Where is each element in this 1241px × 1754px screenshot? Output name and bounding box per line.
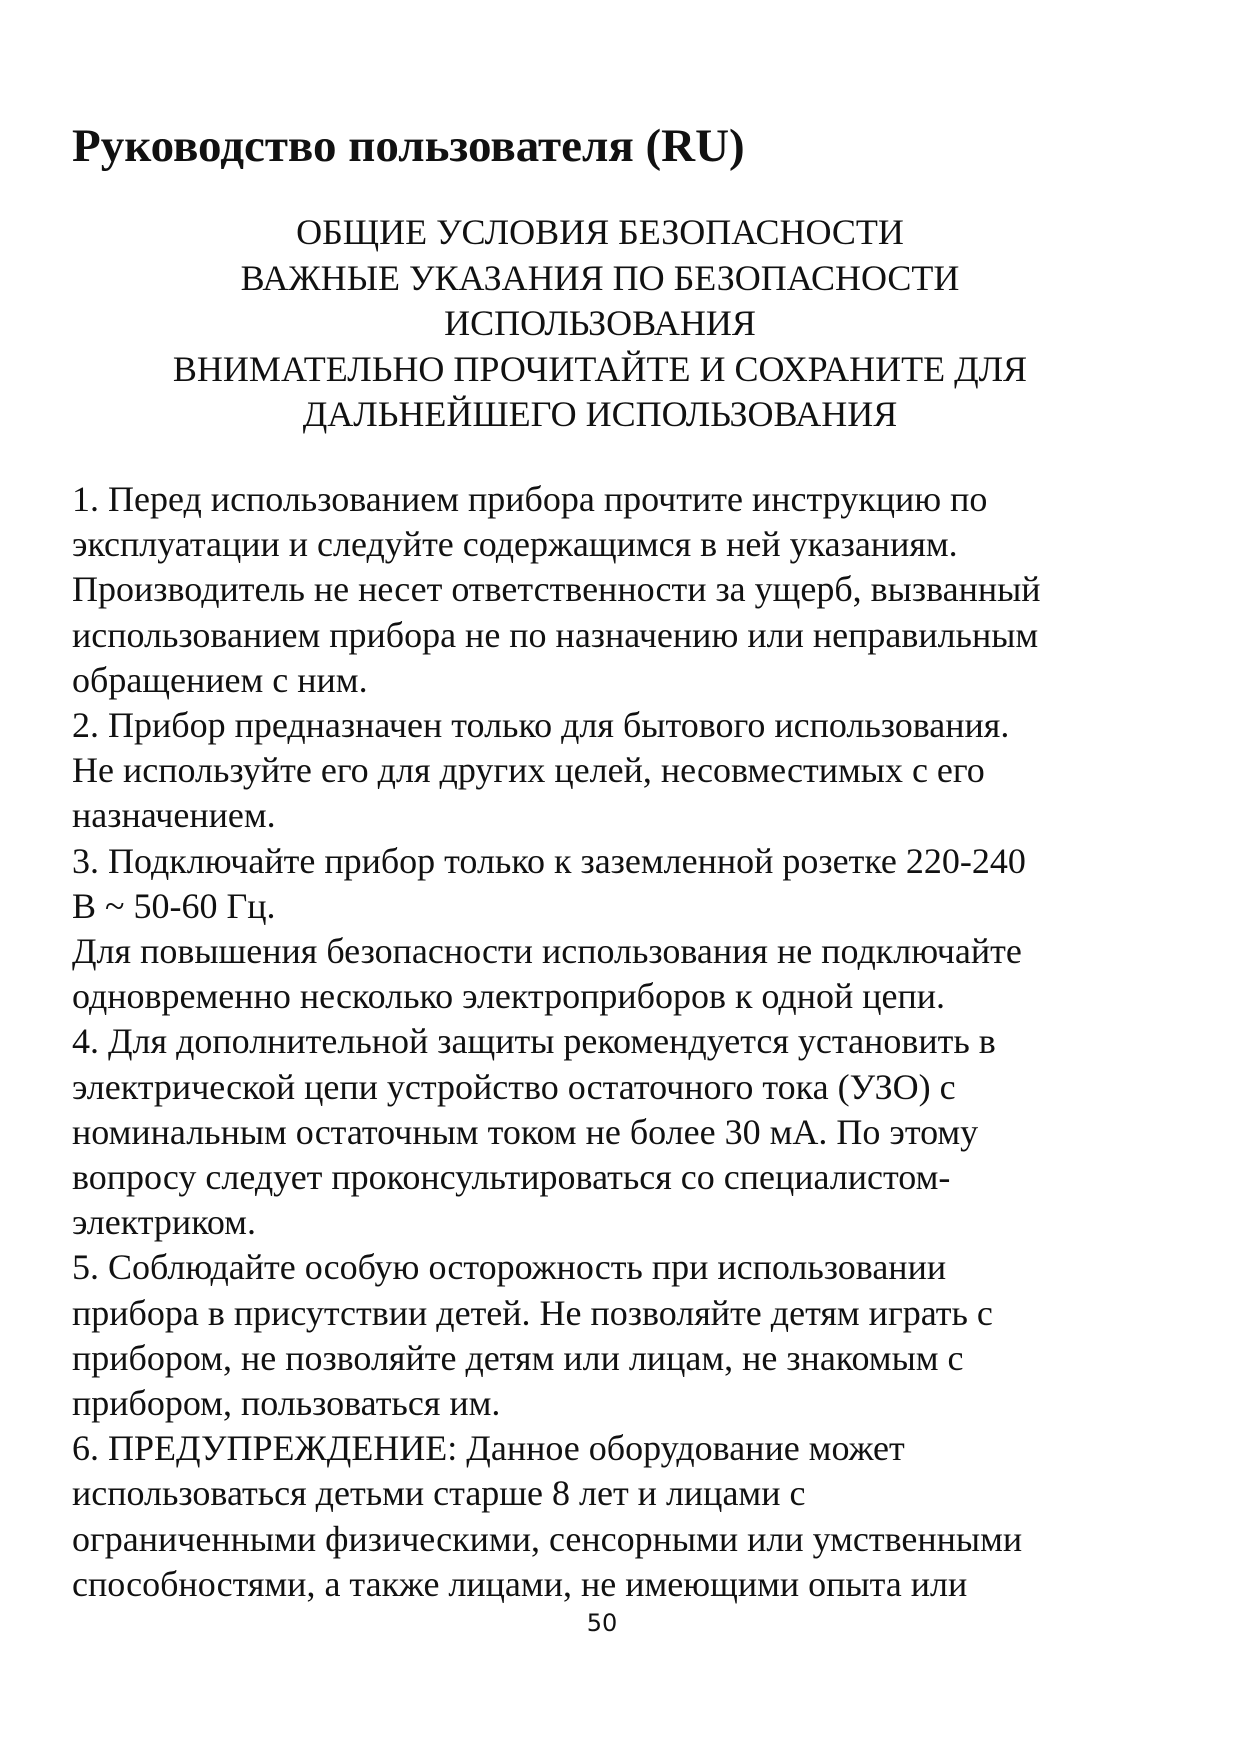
instruction-line: способностями, а также лицами, не имеющими опыта или bbox=[72, 1563, 968, 1604]
page-number: 50 bbox=[586, 1609, 618, 1637]
safety-header-line: ИСПОЛЬЗОВАНИЯ bbox=[444, 303, 756, 343]
instruction-line: электрической цепи устройство остаточного тока (УЗО) с bbox=[72, 1066, 956, 1107]
instruction-line: Для повышения безопасности использования не подключайте bbox=[72, 931, 1022, 972]
instruction-line: электриком. bbox=[72, 1202, 256, 1243]
instruction-line: 6. ПРЕДУПРЕЖДЕНИЕ: Данное оборудование может bbox=[72, 1428, 905, 1469]
instruction-line: ограниченными физическими, сенсорными или умственными bbox=[72, 1518, 1023, 1559]
safety-header-line: ОБЩИЕ УСЛОВИЯ БЕЗОПАСНОСТИ bbox=[296, 212, 904, 252]
safety-instructions bbox=[72, 477, 1182, 1607]
instruction-line: 1. Перед использованием прибора прочтите инструкцию по bbox=[72, 479, 988, 519]
safety-header-line: ВНИМАТЕЛЬНО ПРОЧИТАЙТЕ И СОХРАНИТЕ ДЛЯ bbox=[172, 348, 1028, 389]
instruction-line: использованием прибора не по назначению или неправильным bbox=[72, 614, 1039, 655]
instruction-line: 4. Для дополнительной защиты рекомендуется установить в bbox=[72, 1021, 996, 1062]
instruction-line: одновременно несколько электроприборов к одной цепи. bbox=[72, 976, 946, 1017]
instruction-line: Производитель не несет ответственности за ущерб, вызванный bbox=[72, 569, 1041, 610]
instruction-line: прибора в присутствии детей. Не позволяйте детям играть с bbox=[72, 1292, 993, 1333]
instruction-line: 5. Соблюдайте особую осторожность при использовании bbox=[72, 1247, 947, 1288]
instruction-line: прибором, не позволяйте детям или лицам, не знакомым с bbox=[72, 1337, 964, 1378]
instruction-line: номинальным остаточным током не более 30 мА. По этому bbox=[72, 1111, 979, 1152]
instruction-line: 2. Прибор предназначен только для бытового использования. bbox=[72, 705, 1010, 746]
safety-header bbox=[100, 210, 1100, 438]
safety-header-line: ДАЛЬНЕЙШЕГО ИСПОЛЬЗОВАНИЯ bbox=[302, 394, 898, 434]
instruction-line: В ~ 50-60 Гц. bbox=[72, 885, 276, 926]
instruction-line: прибором, пользоваться им. bbox=[72, 1383, 501, 1424]
safety-header-line: ВАЖНЫЕ УКАЗАНИЯ ПО БЕЗОПАСНОСТИ bbox=[240, 257, 960, 298]
instruction-line: вопросу следует проконсультироваться со специалистом- bbox=[72, 1157, 951, 1198]
instruction-line: использоваться детьми старше 8 лет и лицами с bbox=[72, 1473, 806, 1514]
instruction-line: обращением с ним. bbox=[72, 659, 368, 700]
instruction-line: 3. Подключайте прибор только к заземленной розетке 220-240 bbox=[72, 840, 1026, 881]
instruction-line: Не используйте его для других целей, несовместимых с его bbox=[72, 750, 985, 791]
instruction-line: назначением. bbox=[72, 795, 276, 836]
page-title: Руководство пользователя (RU) bbox=[72, 120, 745, 172]
instruction-line: эксплуатации и следуйте содержащимся в ней указаниям. bbox=[72, 524, 958, 565]
